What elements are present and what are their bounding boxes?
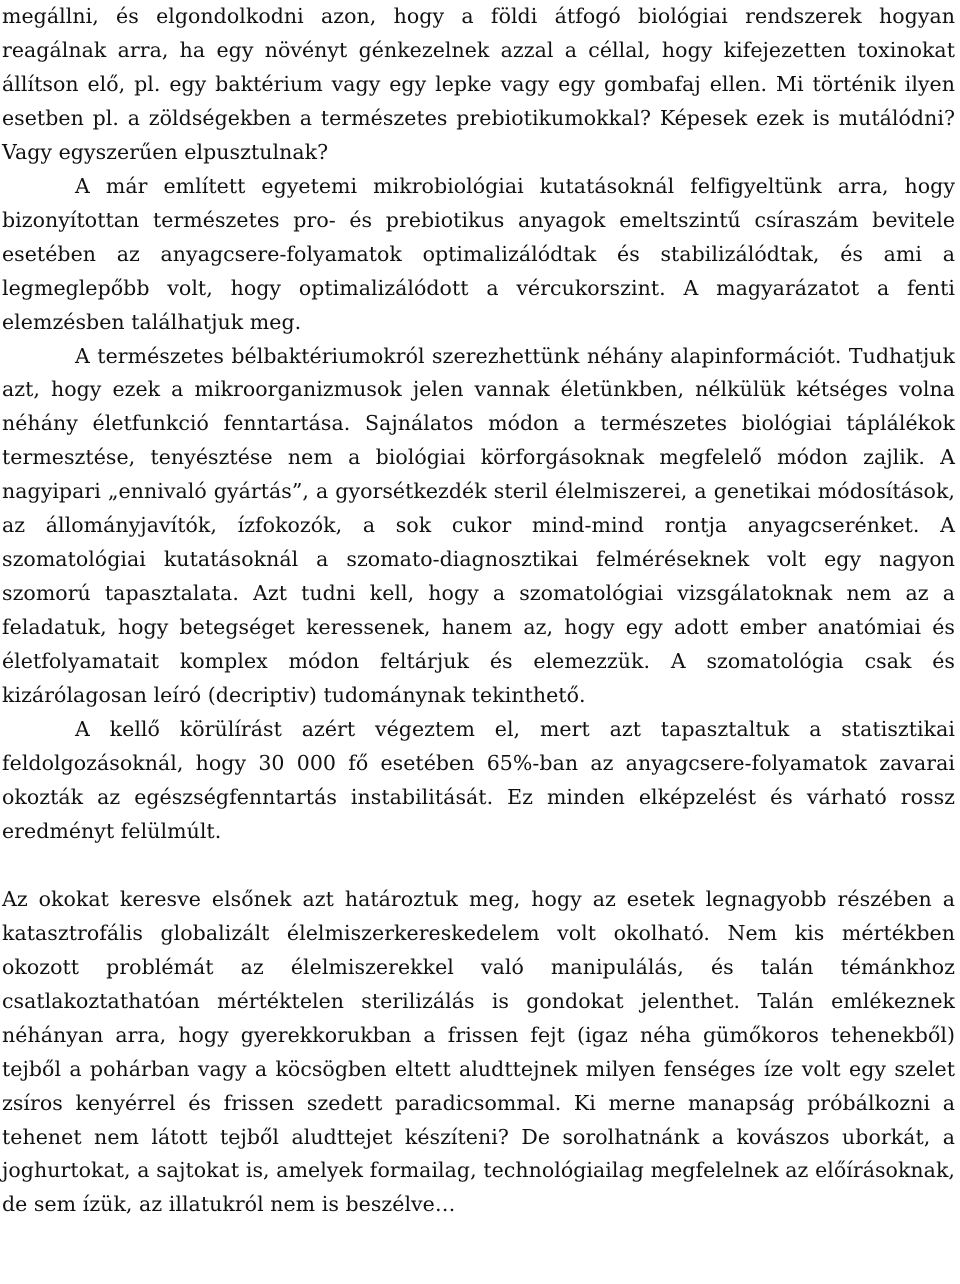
- document-page: [2, 0, 955, 1222]
- paragraph-continuation: megállni, és elgondolkodni azon, hogy a földi átfogó biológiai rendszerek hogyan reagálnak arra, ha egy növényt génkezelnek azzal a céllal, hogy kifejezetten toxinokat állítson elő, pl. egy baktérium vagy egy lepke vagy egy gombafaj ellen. Mi történik ilyen esetben pl. a zöldségekben a természetes prebiotikumokkal? Képesek ezek is mutálódni? Vagy egyszerűen elpusztulnak?: [2, 4, 955, 164]
- paragraph-causes: Az okokat keresve elsőnek azt határoztuk meg, hogy az esetek legnagyobb részében a katasztrofális globalizált élelmiszerkereskedelem volt okolható. Nem kis mértékben okozott problémát az élelmiszerekkel való manipulálás, és talán témánkhoz csatlakoztathatóan mértéktelen sterilizálás is gondokat jelenthet. Talán emlékeznek néhányan arra, hogy gyerekkorukban a frissen fejt (igaz néha gümőkoros tehenekből) tejből a pohárban vagy a köcsögben eltett aludttejnek milyen fenséges íze volt egy szelet zsíros kenyérrel és frissen szedett paradicsommal. Ki merne manapság próbálkozni a tehenet nem látott tejből aludttejet készíteni? De sorolhatnánk a kovászos uborkát, a joghurtokat, a sajtokat is, amelyek formailag, technológiailag megfelelnek az előírásoknak, de sem ízük, az illatukról nem is beszélve…: [2, 886, 955, 1217]
- paragraph-gut-bacteria: A természetes bélbaktériumokról szerezhettünk néhány alapinformációt. Tudhatjuk azt, hogy ezek a mikroorganizmusok jelen vannak életünkben, nélkülük kétséges volna néhány életfunkció fenntartása. Sajnálatos módon a természetes biológiai táplálékok termesztése, tenyésztése nem a biológiai körforgásoknak megfelelő módon zajlik. A nagyipari „ennivaló gyártás”, a gyorsétkezdék steril élelmiszerei, a genetikai módosítások, az állományjavítók, ízfokozók, a sok cukor mind-mind rontja anyagcserénket. A szomatológiai kutatásoknál a szomato-diagnosztikai felméréseknek volt egy nagyon szomorú tapasztalata. Azt tudni kell, hogy a szomatológiai vizsgálatoknak nem az a feladatuk, hogy betegséget keressenek, hanem az, hogy egy adott ember anatómiai és életfolyamatait komplex módon feltárjuk és elemezzük. A szomatológia csak és kizárólagosan leíró (decriptiv) tudománynak tekinthető.: [2, 343, 955, 708]
- paragraph-microbiology-research: A már említett egyetemi mikrobiológiai kutatásoknál felfigyeltünk arra, hogy bizonyítottan természetes pro- és prebiotikus anyagok emeltszintű csíraszám bevitele esetében az anyagcsere-folyamatok optimalizálódtak és stabilizálódtak, és ami a legmeglepőbb volt, hogy optimalizálódott a vércukorszint. A magyarázatot a fenti elemzésben találhatjuk meg.: [2, 173, 955, 334]
- paragraph-statistics: A kellő körülírást azért végeztem el, mert azt tapasztaltuk a statisztikai feldolgozásoknál, hogy 30 000 fő esetében 65%-ban az anyagcsere-folyamatok zavarai okozták az egészségfenntartás instabilitását. Ez minden elképzelést és várható rossz eredményt felülmúlt.: [2, 717, 955, 843]
